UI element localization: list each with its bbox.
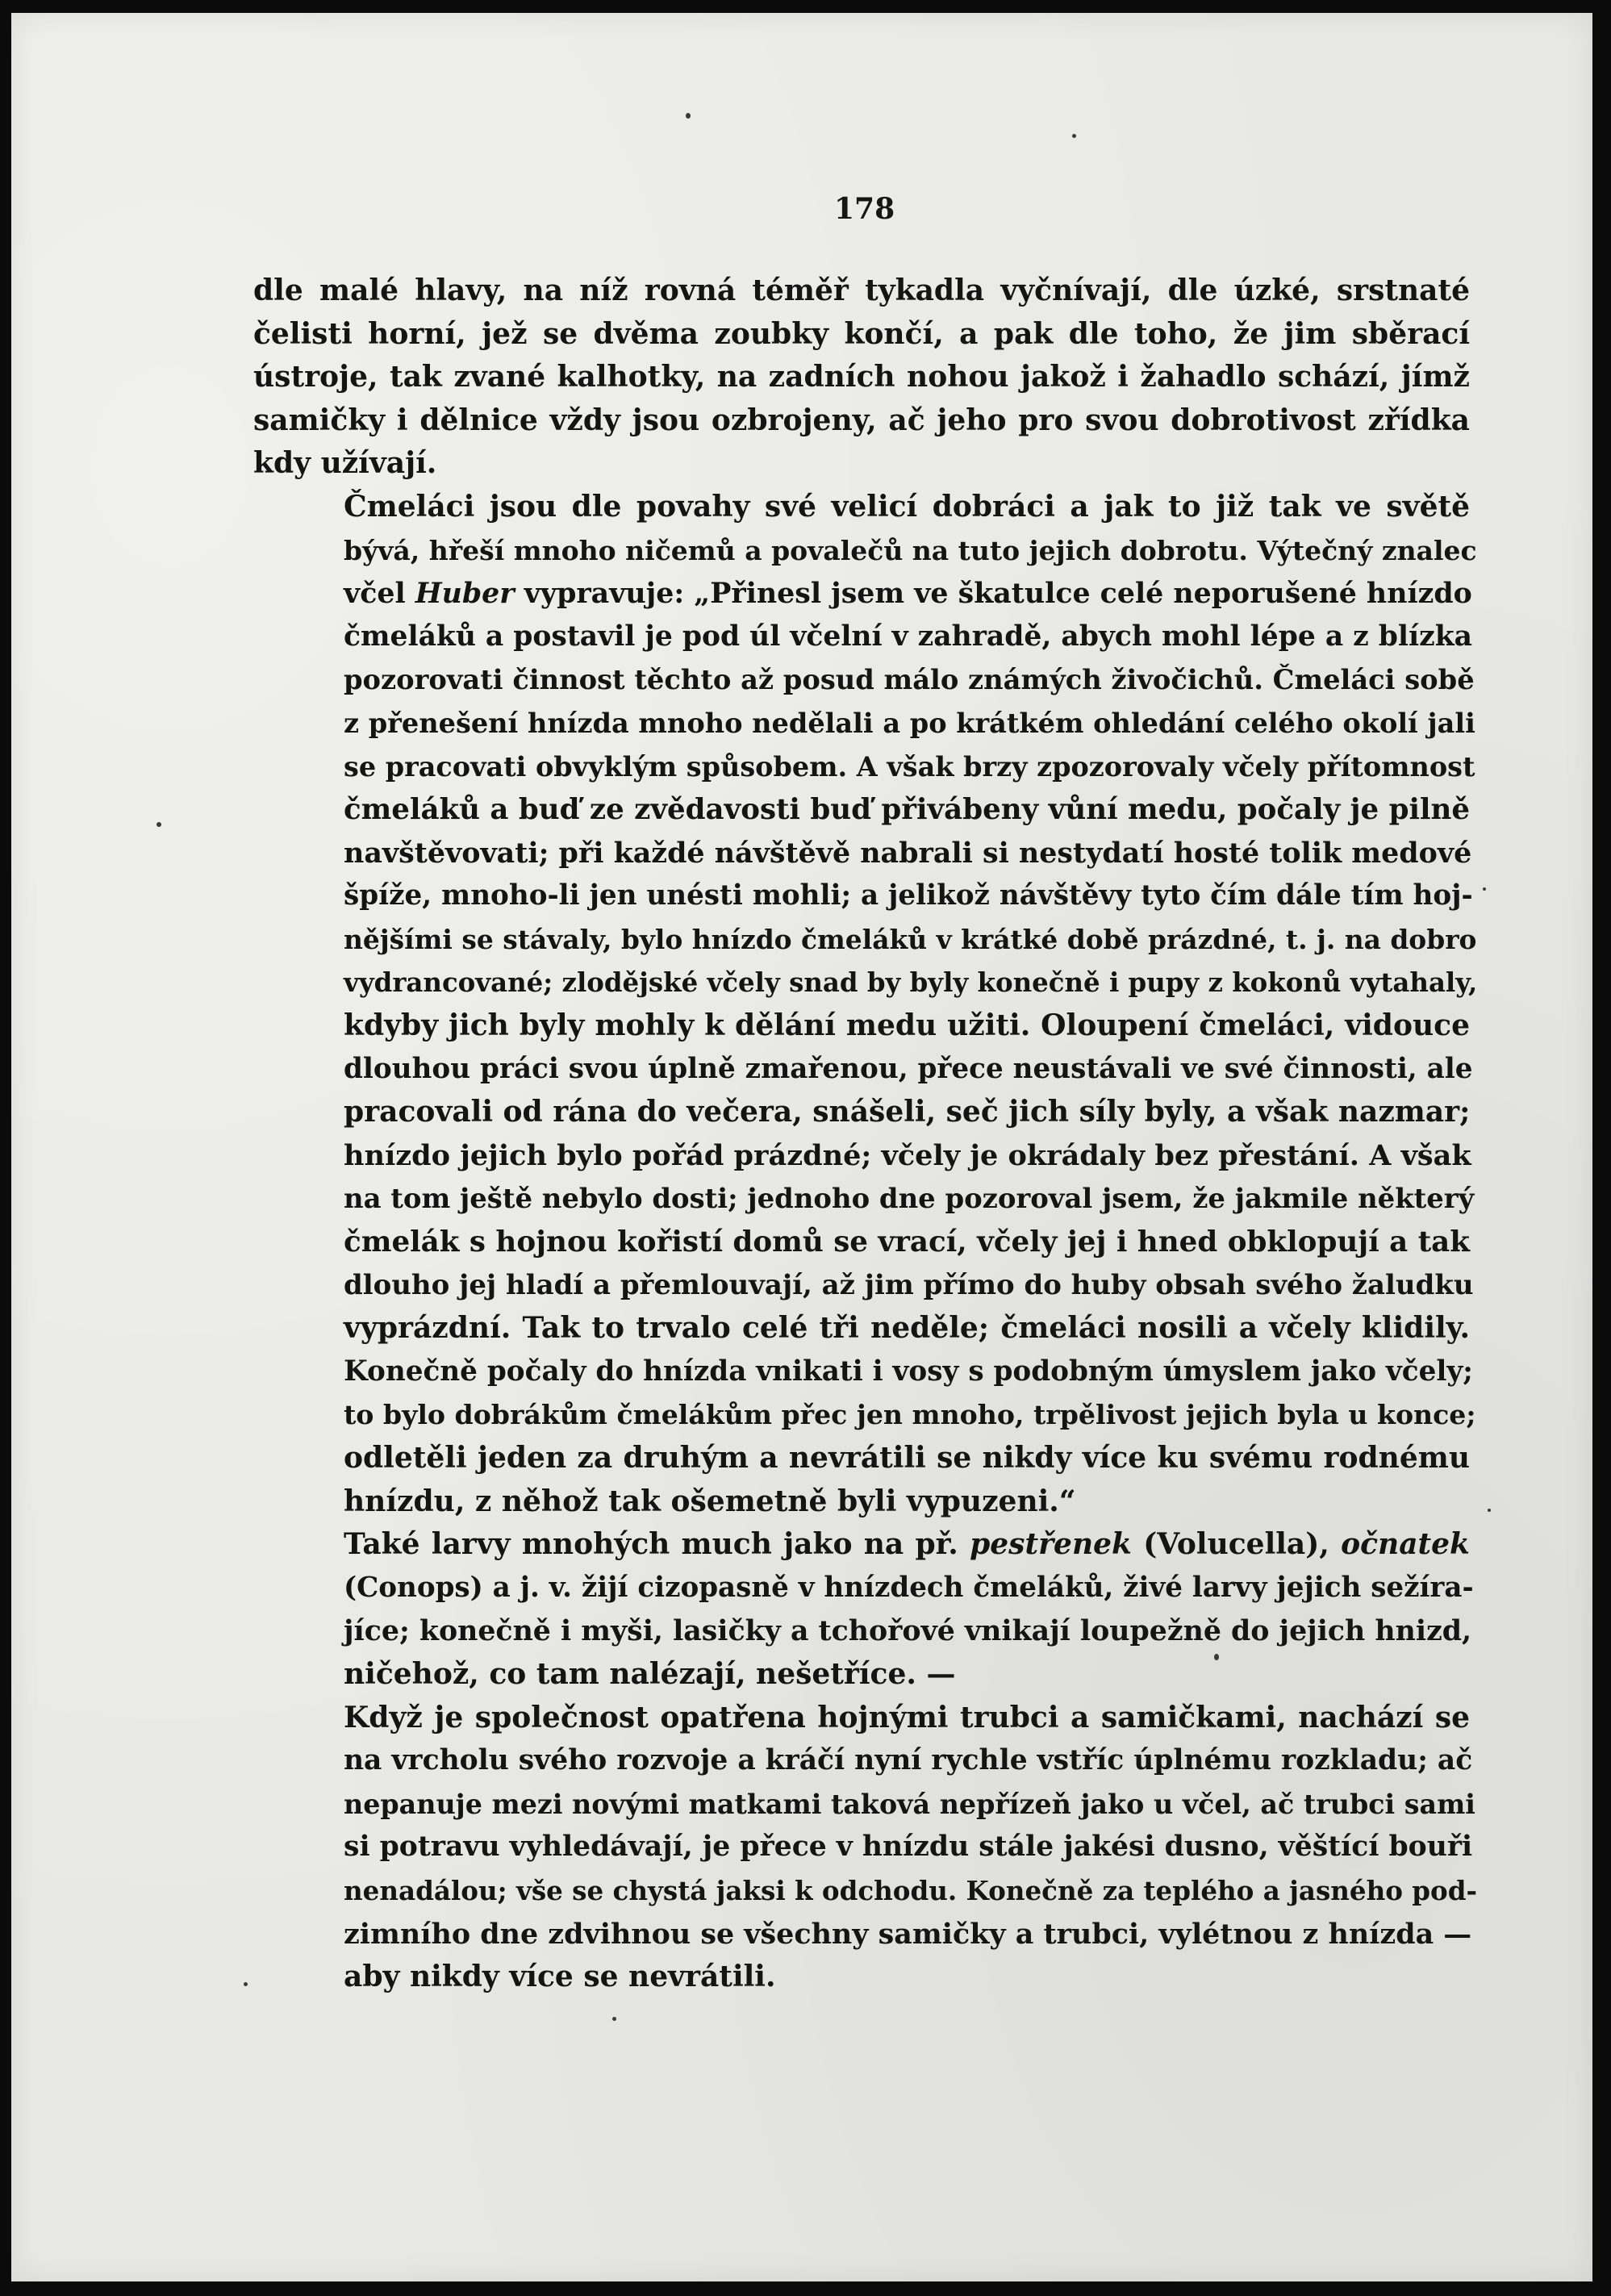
text-line: vydrancované; zlodějské včely snad by byly konečně i pupy z kokonů vytahaly, (344, 966, 1478, 998)
text-line: včel Huber vypravuje: „Přinesl jsem ve škatulce celé neporušené hnízdo (344, 577, 1472, 611)
text-line: nenadálou; vše se chystá jaksi k odchodu. Konečně za teplého a jasného pod- (344, 1874, 1477, 1906)
text-line: dlouho jej hladí a přemlouvají, až jim přímo do huby obsah svého žaludku (344, 1268, 1474, 1301)
text-line: se pracovati obvyklým spůsobem. A však brzy zpozorovaly včely přítomnost (344, 750, 1475, 783)
text-line: nějšími se stávaly, bylo hnízdo čmeláků v krátké době prázdné, t. j. na dobro (344, 923, 1477, 955)
text-line: nepanuje mezi novými matkami taková nepřízeň jako u včel, ač trubci sami (344, 1788, 1475, 1820)
page-number: 178 (834, 192, 895, 226)
italic-term: Huber (415, 577, 515, 611)
text-line: jíce; konečně i myši, lasičky a tchořové vnikají loupežně do jejich hnizd, (344, 1614, 1472, 1648)
text-line: navštěvovati; při každé návštěvě nabrali si nestydatí hosté tolik medové (344, 836, 1472, 870)
text-line: si potravu vyhledávají, je přece v hnízdu stále jakési dusno, věštící bouři (344, 1831, 1473, 1864)
text-line: bývá, hřeší mnoho ničemů a povalečů na tuto jejich dobrotu. Výtečný znalec (344, 534, 1477, 566)
paragraph (253, 486, 1478, 1523)
text-line: Čmeláci jsou dle povahy své velicí dobráci a jak to již tak ve světě (344, 489, 1470, 524)
paragraph (253, 269, 1470, 486)
text-line: pozorovati činnost těchto až posud málo známých živočichů. Čmeláci sobě (344, 663, 1475, 696)
text-line: ničehož, co tam nalézají, nešetříce. — (344, 1657, 956, 1691)
text-line: samičky i dělnice vždy jsou ozbrojeny, ač jeho pro svou dobrotivost zřídka (253, 403, 1470, 437)
paragraph (253, 1697, 1477, 1999)
text-line: vyprázdní. Tak to trvalo celé tři neděle; čmeláci nosili a včely klidily. (344, 1311, 1470, 1346)
paragraph (253, 1523, 1474, 1696)
text-line: pracovali od rána do večera, snášeli, seč jich síly byly, a však nazmar; (344, 1095, 1471, 1129)
scanned-page (11, 13, 1592, 2281)
text-line: dle malé hlavy, na níž rovná téměř tykadla vyčnívají, dle úzké, srstnaté (253, 273, 1470, 307)
text-line: špíže, mnoho-li jen unésti mohli; a jelikož návštěvy tyto čím dále tím hoj- (344, 879, 1473, 912)
text-line: (Conops) a j. v. žijí cizopasně v hnízdech čmeláků, živé larvy jejich sežíra- (344, 1571, 1474, 1604)
text-line: Také larvy mnohých much jako na př. pestřenek (Volucella), očnatek (344, 1527, 1471, 1562)
text-line: hnízdo jejich bylo pořád prázdné; včely je okrádaly bez přestání. A však (344, 1138, 1471, 1172)
text-line: kdyby jich byly mohly k dělání medu užiti. Oloupení čmeláci, vidouce (344, 1008, 1470, 1043)
text-line: aby nikdy více se nevrátili. (344, 1960, 776, 1994)
italic-term: pestřenek (970, 1527, 1132, 1562)
text-line: čmeláků a postavil je pod úl včelní v zahradě, abych mohl lépe a z blízka (344, 620, 1472, 653)
text-line: Konečně počaly do hnízda vnikati i vosy s podobným úmyslem jako včely; (344, 1355, 1473, 1388)
text-line: to bylo dobrákům čmelákům přec jen mnoho, trpělivost jejich byla u konce; (344, 1399, 1476, 1431)
text-line: Když je společnost opatřena hojnými trubci a samičkami, nachází se (344, 1700, 1470, 1735)
text-line: odletěli jeden za druhým a nevrátili se nikdy více ku svému rodnému (344, 1441, 1470, 1476)
body-text (253, 269, 1478, 1999)
text-line: na vrcholu svého rozvoje a kráčí nyní rychle vstříc úplnému rozkladu; ač (344, 1744, 1473, 1777)
text-line: čelisti horní, jež se dvěma zoubky končí, a pak dle toho, že jim sběrací (253, 316, 1470, 351)
text-line: dlouhou práci svou úplně zmařenou, přece neustávali ve své činnosti, ale (344, 1052, 1473, 1085)
text-line: ústroje, tak zvané kalhotky, na zadních nohou jakož i žahadlo schází, jímž (253, 360, 1470, 394)
text-line: na tom ještě nebylo dosti; jednoho dne pozoroval jsem, že jakmile některý (344, 1182, 1475, 1215)
text-line: kdy užívají. (253, 446, 437, 481)
text-line: čmelák s hojnou kořistí domů se vrací, včely jej i hned obklopují a tak (344, 1225, 1470, 1259)
italic-term: očnatek (1341, 1527, 1471, 1562)
text-line: z přenešení hnízda mnoho nedělali a po krátkém ohledání celého okolí jali (344, 706, 1475, 739)
text-line: hnízdu, z něhož tak ošemetně byli vypuzeni.“ (344, 1484, 1076, 1518)
text-line: čmeláků a buď ze zvědavosti buď přivábeny vůní medu, počaly je pilně (344, 793, 1470, 827)
text-line: zimního dne zdvihnou se všechny samičky a trubci, vylétnou z hnízda — (344, 1917, 1472, 1951)
